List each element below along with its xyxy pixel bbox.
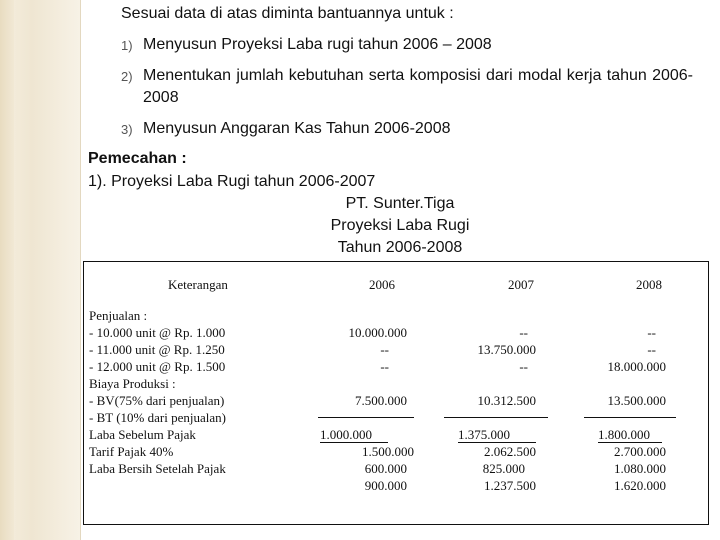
row-label: Tarif Pajak 40% <box>89 444 174 459</box>
row-label: Biaya Produksi : <box>89 376 176 391</box>
value-2006: 7.500.000 <box>355 393 407 408</box>
decorative-side-band <box>0 0 14 540</box>
report-period: Tahun 2006-2008 <box>337 239 463 256</box>
value-2008: 2.700.000 <box>614 444 666 459</box>
report-name: Proyeksi Laba Rugi <box>330 217 470 234</box>
task-list <box>121 34 693 149</box>
value-2007: 1.237.500 <box>484 478 536 493</box>
value-2007: -- <box>519 359 528 374</box>
header-keterangan: Keterangan <box>168 277 228 292</box>
task-text: Menentukan jumlah kebutuhan serta komposisi dari modal kerja tahun 2006-2008 <box>143 67 693 106</box>
value-2006: 900.000 <box>364 478 407 493</box>
subtotal-underline <box>584 417 676 418</box>
row-label: - 12.000 unit @ Rp. 1.500 <box>89 359 226 374</box>
task-number: 2) <box>121 69 133 84</box>
intro-text: Sesuai data di atas diminta bantuannya untuk : <box>121 5 454 22</box>
value-2007: 2.062.500 <box>484 444 536 459</box>
task-item <box>121 34 693 56</box>
task-number: 3) <box>121 122 133 137</box>
header-2006: 2006 <box>369 277 395 292</box>
header-2007: 2007 <box>508 277 534 292</box>
value-2006: 1.500.000 <box>362 444 414 459</box>
solution-subheading: 1). Proyeksi Laba Rugi tahun 2006-2007 <box>88 173 376 190</box>
subtotal-underline <box>318 417 414 418</box>
row-label: - BV(75% dari penjualan) <box>89 393 225 408</box>
value-2006: -- <box>380 342 389 357</box>
row-label: - 11.000 unit @ Rp. 1.250 <box>89 342 225 357</box>
value-2008: 1.080.000 <box>614 461 666 476</box>
task-item <box>121 118 693 140</box>
row-label: Laba Sebelum Pajak <box>89 427 196 442</box>
value-2008: -- <box>647 342 656 357</box>
task-text: Menyusun Proyeksi Laba rugi tahun 2006 – 2008 <box>143 36 492 53</box>
value-2008: 13.500.000 <box>607 393 666 408</box>
subtotal-underline <box>444 417 548 418</box>
solution-heading: Pemecahan : <box>88 150 187 167</box>
value-2008: -- <box>647 325 656 340</box>
value-2007: 1.375.000 <box>458 427 510 442</box>
row-label: - 10.000 unit @ Rp. 1.000 <box>89 325 226 340</box>
value-2007: 825.000 <box>482 461 525 476</box>
income-statement-table <box>83 261 709 525</box>
value-2006: 10.000.000 <box>348 325 407 340</box>
header-2008: 2008 <box>636 277 662 292</box>
value-2006: -- <box>380 359 389 374</box>
value-2007: 10.312.500 <box>477 393 536 408</box>
value-2006: 600.000 <box>364 461 407 476</box>
value-2008: 18.000.000 <box>607 359 666 374</box>
value-2008: 1.800.000 <box>598 427 650 442</box>
task-item <box>121 65 693 109</box>
task-text: Menyusun Anggaran Kas Tahun 2006-2008 <box>143 120 451 137</box>
row-label: Laba Bersih Setelah Pajak <box>89 461 226 476</box>
value-2007: -- <box>519 325 528 340</box>
value-2007: 13.750.000 <box>477 342 536 357</box>
row-label: Penjualan : <box>89 308 148 323</box>
value-2006: 1.000.000 <box>320 427 372 442</box>
value-2008: 1.620.000 <box>614 478 666 493</box>
task-number: 1) <box>121 38 133 53</box>
report-company: PT. Sunter.Tiga <box>345 195 455 212</box>
row-label: - BT (10% dari penjualan) <box>89 410 226 425</box>
